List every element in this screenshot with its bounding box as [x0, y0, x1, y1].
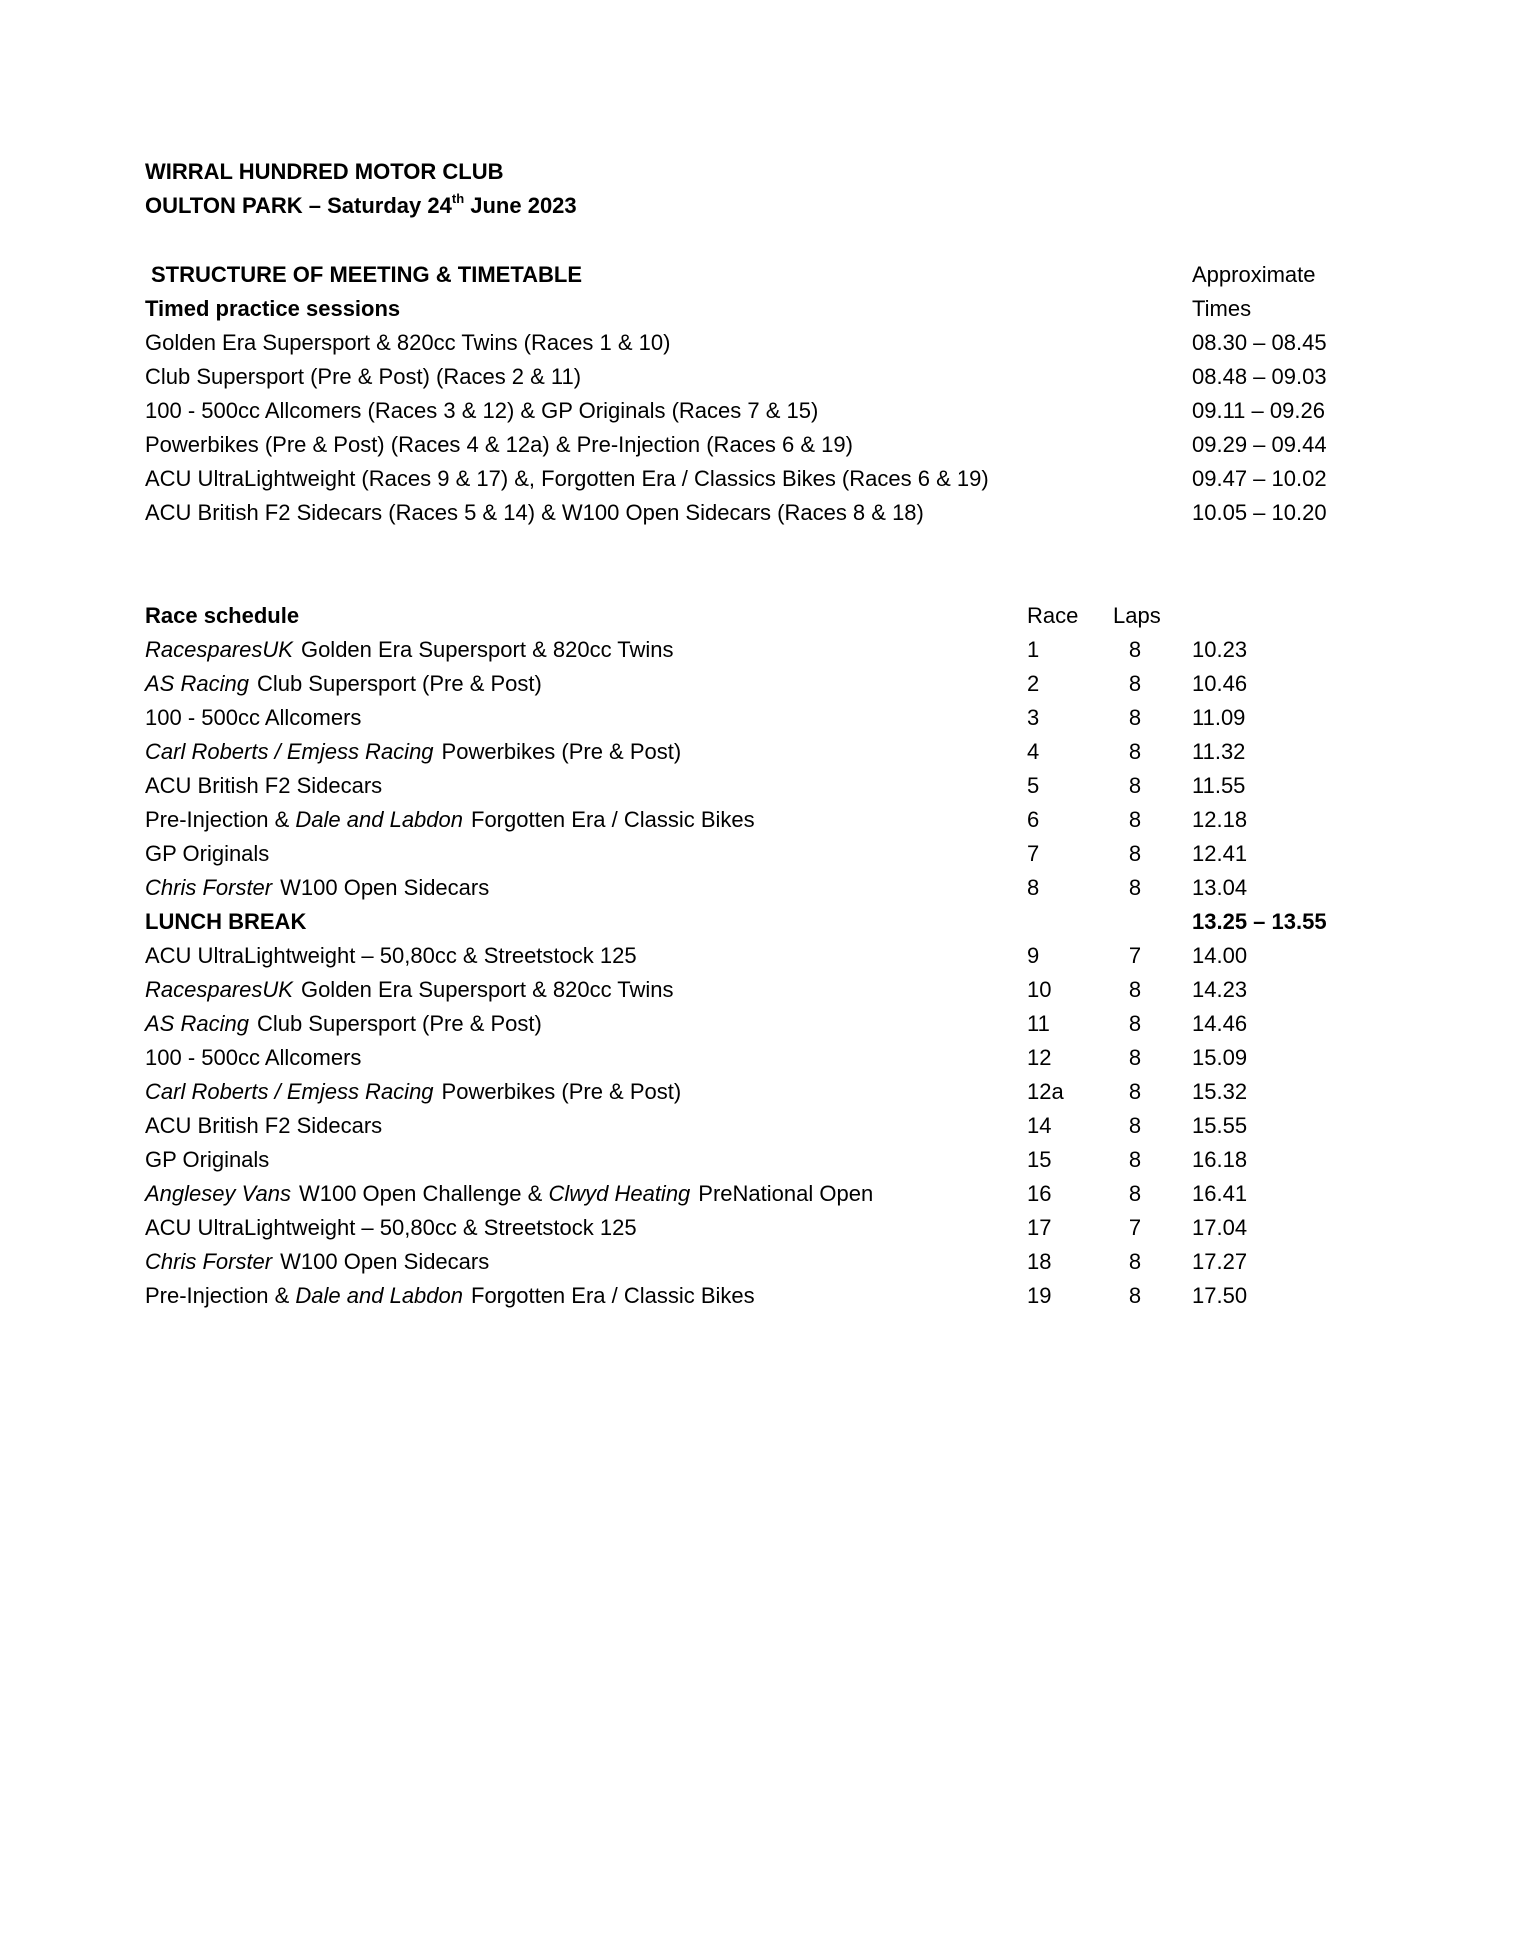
- race-description: [145, 1147, 269, 1173]
- race-desc-prefix: Pre-Injection &: [145, 807, 296, 832]
- race-description: [145, 841, 269, 867]
- schedule-row: [0, 1011, 1536, 1037]
- col-race-header: Race: [1027, 603, 1079, 628]
- race-laps: 8: [1128, 1113, 1142, 1138]
- race-number: 16: [1027, 1181, 1052, 1206]
- schedule-row: [0, 943, 1536, 969]
- race-description: [145, 1283, 755, 1309]
- race-number: 6: [1027, 807, 1040, 832]
- race-sponsor: AS Racing: [145, 1011, 249, 1036]
- schedule-title: Race schedule: [145, 603, 300, 628]
- race-laps: 8: [1128, 841, 1142, 866]
- schedule-row: [0, 1045, 1536, 1071]
- race-class: ACU UltraLightweight – 50,80cc & Streetstock 125: [145, 943, 637, 968]
- date-suffix: th: [451, 190, 465, 206]
- race-class: Powerbikes (Pre & Post): [441, 739, 682, 764]
- race-time: 11.32: [1192, 739, 1246, 764]
- race-laps: 8: [1128, 1079, 1142, 1104]
- race-number: 2: [1027, 671, 1040, 696]
- race-description: [145, 739, 681, 765]
- practice-row: [0, 398, 1536, 424]
- schedule-row: [0, 773, 1536, 799]
- practice-time: 09.11 – 09.26: [1192, 398, 1325, 423]
- practice-time: 09.47 – 10.02: [1192, 466, 1327, 491]
- lunch-break-time: 13.25 – 13.55: [1192, 909, 1327, 934]
- race-laps: 8: [1128, 1011, 1142, 1036]
- race-time: 13.04: [1192, 875, 1248, 900]
- practice-row: [0, 330, 1536, 356]
- practice-row: [0, 466, 1536, 492]
- race-number: 18: [1027, 1249, 1052, 1274]
- race-description: [145, 1113, 382, 1139]
- race-sponsor: RacesparesUK: [145, 977, 293, 1002]
- race-class: Golden Era Supersport & 820cc Twins: [300, 977, 674, 1002]
- race-laps: 8: [1128, 705, 1142, 730]
- schedule-row: [0, 739, 1536, 765]
- race-laps: 8: [1128, 807, 1142, 832]
- race-sponsor-2: Clwyd Heating: [548, 1181, 691, 1206]
- race-class: ACU UltraLightweight – 50,80cc & Streetstock 125: [145, 1215, 637, 1240]
- schedule-row: [0, 637, 1536, 663]
- race-class: ACU British F2 Sidecars: [145, 1113, 383, 1138]
- schedule-row: [0, 1283, 1536, 1309]
- race-sponsor: Chris Forster: [145, 875, 273, 900]
- race-description: [145, 1181, 873, 1207]
- race-class: W100 Open Sidecars: [280, 1249, 490, 1274]
- race-class: 100 - 500cc Allcomers: [145, 1045, 362, 1070]
- race-class: Club Supersport (Pre & Post): [256, 671, 542, 696]
- race-time: 10.46: [1192, 671, 1248, 696]
- schedule-row: [0, 1181, 1536, 1207]
- race-time: 15.09: [1192, 1045, 1248, 1070]
- race-time: 11.55: [1192, 773, 1246, 798]
- race-number: 11: [1027, 1011, 1050, 1036]
- schedule-row: [0, 1249, 1536, 1275]
- practice-desc: Powerbikes (Pre & Post) (Races 4 & 12a) & Pre-Injection (Races 6 & 19): [145, 432, 853, 457]
- race-time: 14.46: [1192, 1011, 1248, 1036]
- practice-desc: Golden Era Supersport & 820cc Twins (Races 1 & 10): [145, 330, 671, 355]
- race-time: 17.04: [1192, 1215, 1248, 1240]
- schedule-row: [0, 671, 1536, 697]
- schedule-row: [0, 977, 1536, 1003]
- race-number: 14: [1027, 1113, 1052, 1138]
- practice-row: [0, 364, 1536, 390]
- race-laps: 8: [1128, 1249, 1142, 1274]
- race-time: 14.23: [1192, 977, 1248, 1002]
- race-laps: 8: [1128, 1181, 1142, 1206]
- race-laps: 8: [1128, 875, 1142, 900]
- race-laps: 8: [1128, 1283, 1142, 1308]
- venue-rest: June 2023: [464, 193, 577, 218]
- schedule-row: [0, 807, 1536, 833]
- race-class: GP Originals: [145, 1147, 270, 1172]
- race-laps: 8: [1128, 1045, 1142, 1070]
- race-laps: 8: [1128, 637, 1142, 662]
- race-number: 19: [1027, 1283, 1052, 1308]
- race-sponsor: Chris Forster: [145, 1249, 273, 1274]
- race-class: Forgotten Era / Classic Bikes: [471, 807, 755, 832]
- race-number: 15: [1027, 1147, 1052, 1172]
- race-description: [145, 671, 542, 697]
- race-laps: 8: [1128, 977, 1142, 1002]
- race-number: 3: [1027, 705, 1040, 730]
- race-description: [145, 773, 382, 799]
- race-number: 12: [1027, 1045, 1052, 1070]
- race-sponsor: Dale and Labdon: [295, 807, 463, 832]
- race-sponsor: AS Racing: [145, 671, 249, 696]
- race-time: 16.41: [1192, 1181, 1248, 1206]
- race-number: 10: [1027, 977, 1052, 1002]
- race-description: [145, 807, 755, 833]
- race-description: [145, 1249, 489, 1275]
- schedule-row: [0, 705, 1536, 731]
- structure-title: STRUCTURE OF MEETING & TIMETABLE: [151, 262, 583, 287]
- practice-time: 08.30 – 08.45: [1192, 330, 1327, 355]
- race-laps: 8: [1128, 671, 1142, 696]
- race-class: GP Originals: [145, 841, 270, 866]
- race-number: 9: [1027, 943, 1040, 968]
- race-number: 1: [1027, 637, 1040, 662]
- practice-time: 10.05 – 10.20: [1192, 500, 1327, 525]
- race-time: 15.32: [1192, 1079, 1248, 1104]
- practice-desc: 100 - 500cc Allcomers (Races 3 & 12) & GP Originals (Races 7 & 15): [145, 398, 819, 423]
- race-time: 16.18: [1192, 1147, 1248, 1172]
- practice-desc: ACU British F2 Sidecars (Races 5 & 14) & W100 Open Sidecars (Races 8 & 18): [145, 500, 924, 525]
- race-number: 12a: [1027, 1079, 1064, 1104]
- race-time: 10.23: [1192, 637, 1248, 662]
- col-laps-header: Laps: [1113, 603, 1161, 628]
- race-laps: 7: [1128, 1215, 1142, 1240]
- race-description: [145, 1215, 637, 1241]
- practice-time: 09.29 – 09.44: [1192, 432, 1327, 457]
- race-laps: 8: [1128, 773, 1142, 798]
- race-time: 15.55: [1192, 1113, 1248, 1138]
- race-class: 100 - 500cc Allcomers: [145, 705, 362, 730]
- race-description: [145, 1011, 542, 1037]
- schedule-row: [0, 1113, 1536, 1139]
- race-number: 4: [1027, 739, 1040, 764]
- race-time: 11.09: [1192, 705, 1246, 730]
- race-time: 17.50: [1192, 1283, 1248, 1308]
- race-number: 7: [1027, 841, 1040, 866]
- practice-row: [0, 432, 1536, 458]
- race-number: 5: [1027, 773, 1040, 798]
- practice-subtitle: Timed practice sessions: [145, 296, 401, 321]
- race-desc-prefix: Pre-Injection &: [145, 1283, 296, 1308]
- race-class-2: PreNational Open: [698, 1181, 874, 1206]
- race-description: [145, 977, 674, 1003]
- race-class: Forgotten Era / Classic Bikes: [471, 1283, 755, 1308]
- race-description: [145, 637, 674, 663]
- practice-time: 08.48 – 09.03: [1192, 364, 1327, 389]
- race-sponsor: Anglesey Vans: [145, 1181, 291, 1206]
- practice-row: [0, 500, 1536, 526]
- race-sponsor: Carl Roberts / Emjess Racing: [145, 1079, 434, 1104]
- race-class: W100 Open Sidecars: [280, 875, 490, 900]
- race-laps: 8: [1128, 1147, 1142, 1172]
- schedule-row: [0, 841, 1536, 867]
- schedule-row: [0, 1147, 1536, 1173]
- practice-desc: ACU UltraLightweight (Races 9 & 17) &, Forgotten Era / Classics Bikes (Races 6 & 19): [145, 466, 989, 491]
- race-laps: 8: [1128, 739, 1142, 764]
- race-class: Club Supersport (Pre & Post): [256, 1011, 542, 1036]
- race-laps: 7: [1128, 943, 1142, 968]
- race-sponsor: RacesparesUK: [145, 637, 293, 662]
- venue-date: [145, 190, 577, 219]
- race-sponsor: Carl Roberts / Emjess Racing: [145, 739, 434, 764]
- schedule-row: [0, 1079, 1536, 1105]
- race-sponsor: Dale and Labdon: [295, 1283, 463, 1308]
- race-class: ACU British F2 Sidecars: [145, 773, 383, 798]
- race-class: W100 Open Challenge &: [298, 1181, 549, 1206]
- race-description: [145, 943, 637, 969]
- times-header-times: Times: [1192, 296, 1252, 321]
- lunch-break-label: LUNCH BREAK: [145, 909, 307, 934]
- race-class: Golden Era Supersport & 820cc Twins: [300, 637, 674, 662]
- race-description: [145, 1079, 681, 1105]
- race-description: [145, 875, 489, 901]
- race-description: [145, 705, 361, 731]
- lunch-break-row: [0, 909, 1536, 935]
- times-header-approximate: Approximate: [1192, 262, 1316, 287]
- race-time: 17.27: [1192, 1249, 1248, 1274]
- venue-prefix: OULTON PARK – Saturday 24: [145, 193, 452, 218]
- practice-desc: Club Supersport (Pre & Post) (Races 2 & 11): [145, 364, 582, 389]
- race-number: 17: [1027, 1215, 1052, 1240]
- race-class: Powerbikes (Pre & Post): [441, 1079, 682, 1104]
- club-name: WIRRAL HUNDRED MOTOR CLUB: [145, 159, 504, 184]
- schedule-row: [0, 1215, 1536, 1241]
- race-description: [145, 1045, 361, 1071]
- race-time: 12.41: [1192, 841, 1248, 866]
- race-time: 14.00: [1192, 943, 1248, 968]
- race-time: 12.18: [1192, 807, 1248, 832]
- race-number: 8: [1027, 875, 1040, 900]
- schedule-row: [0, 875, 1536, 901]
